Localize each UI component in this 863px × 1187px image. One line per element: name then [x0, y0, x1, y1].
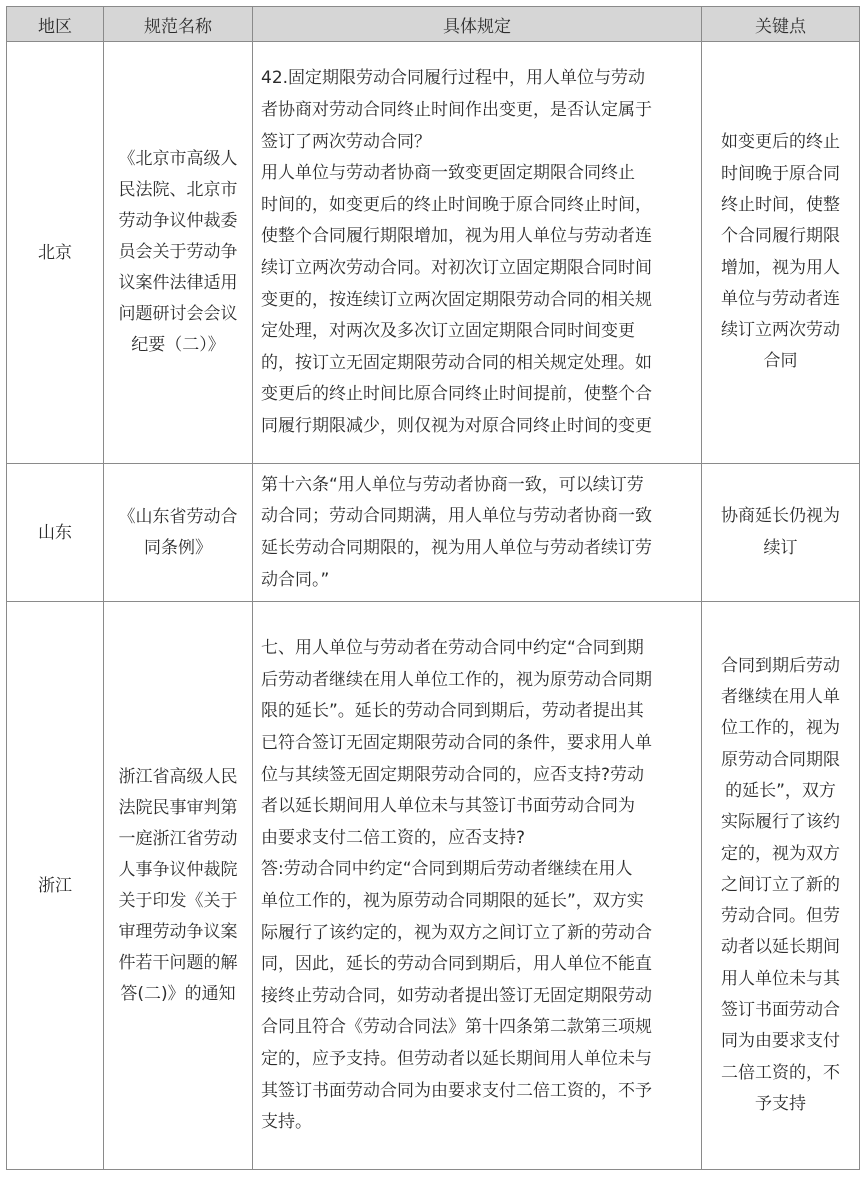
- region-text: 北京: [38, 242, 72, 263]
- region-text: 浙江: [38, 875, 72, 896]
- region-cell: [7, 464, 104, 602]
- key-cell: [702, 602, 860, 1170]
- regulation-table: [6, 6, 860, 1170]
- header-name: 规范名称: [104, 7, 253, 42]
- detail-cell: [253, 464, 702, 602]
- key-text: 如变更后的终止 时间晚于原合同 终止时间，使整 个合同履行期限 增加，视为用人 单位与劳动者连 续订立两次劳动 合同: [721, 132, 840, 372]
- detail-text: 第十六条“用人单位与劳动者协商一致，可以续订劳 动合同；劳动合同期满，用人单位与劳动者协商一致 延长劳动合同期限的，视为用人单位与劳动者续订劳 动合同。”: [261, 474, 652, 590]
- name-text: 《北京市高级人 民法院、北京市 劳动争议仲裁委 员会关于劳动争 议案件法律适用 问题研讨会会议 纪要（二）》: [118, 149, 238, 355]
- table-row-beijing: [7, 42, 860, 464]
- key-text: 合同到期后劳动 者继续在用人单 位工作的，视为 原劳动合同期限 的延长”，双方 实际履行了该约 定的，视为双方 之间订立了新的 劳动合同。但劳 动者以延长期间 用人单位未与其 签订书面劳动合 同为由要求支付 二倍工资的，不 予支持: [721, 655, 840, 1114]
- table-row-shandong: [7, 464, 860, 602]
- region-cell: [7, 602, 104, 1170]
- table-row-zhejiang: [7, 602, 860, 1170]
- region-cell: [7, 42, 104, 464]
- key-text: 协商延长仍视为 续订: [721, 506, 840, 558]
- header-key: 关键点: [702, 7, 860, 42]
- detail-text: 42.固定期限劳动合同履行过程中，用人单位与劳动 者协商对劳动合同终止时间作出变更，是否认定属于 签订了两次劳动合同？ 用人单位与劳动者协商一致变更固定期限合同终止 时间的，如变更后的终止时间晚于原合同终止时间， 使整个合同履行期限增加，视为用人单位与劳动者连 续订立两次劳动合同。对初次订立固定期限合同时间 变更的，按连续订立两次固定期限劳动合同的相关规 定处理，对两次及多次订立固定期限合同时间变更 的，按订立无固定期限劳动合同的相关规定处理。如 变更后的终止时间比原合同终止时间提前，使整个合 同履行期限减少，则仅视为对原合同终止时间的变更: [261, 68, 652, 436]
- detail-text: 七、用人单位与劳动者在劳动合同中约定“合同到期 后劳动者继续在用人单位工作的，视为原劳动合同期 限的延长”。延长的劳动合同到期后，劳动者提出其 已符合签订无固定期限劳动合同的条件，要求用人单 位与其续签无固定期限劳动合同的，应否支持?劳动 者以延长期间用人单位未与其签订书面劳动合同为 由要求支付二倍工资的，应否支持? 答:劳动合同中约定“合同到期后劳动者继续在用人 单位工作的，视为原劳动合同期限的延长”，双方实 际履行了该约定的，视为双方之间订立了新的劳动合 同，因此，延长的劳动合同到期后，用人单位不能直 接终止劳动合同，如劳动者提出签订无固定期限劳动 合同且符合《劳动合同法》第十四条第二款第三项规 定的，应予支持。但劳动者以延长期间用人单位未与 其签订书面劳动合同为由要求支付二倍工资的，不予 支持。: [261, 638, 652, 1133]
- name-cell: [104, 42, 253, 464]
- header-detail: 具体规定: [253, 7, 702, 42]
- detail-cell: [253, 42, 702, 464]
- name-cell: [104, 602, 253, 1170]
- table-body: [7, 42, 860, 1170]
- name-cell: [104, 464, 253, 602]
- table-header: [7, 7, 860, 42]
- header-row: [7, 7, 860, 42]
- name-text: 《山东省劳动合 同条例》: [118, 506, 238, 558]
- header-region: 地区: [7, 7, 104, 42]
- region-text: 山东: [38, 522, 72, 543]
- key-cell: [702, 42, 860, 464]
- key-cell: [702, 464, 860, 602]
- detail-cell: [253, 602, 702, 1170]
- name-text: 浙江省高级人民 法院民事审判第 一庭浙江省劳动 人事争议仲裁院 关于印发《关于 审理劳动争议案 件若干问题的解 答(二)》的通知: [118, 766, 238, 1004]
